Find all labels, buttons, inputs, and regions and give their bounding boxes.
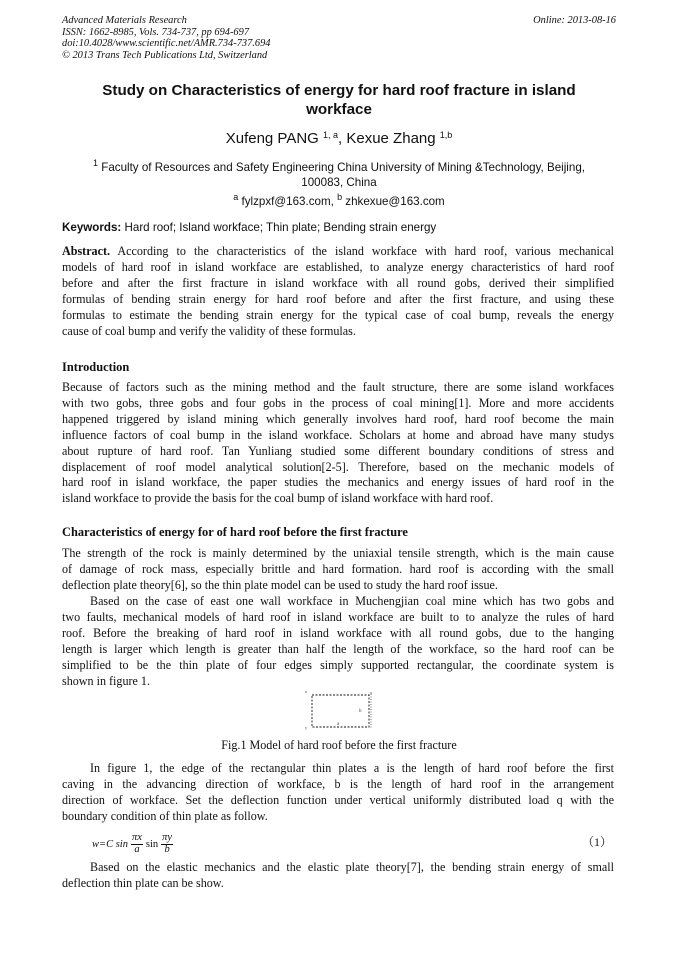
body-line: of damage of rock mass, especially brittle and hard formation. hard roof is according with the small [62,561,614,576]
body-line: The strength of the rock is mainly determined by the uniaxial tensile strength, which is the main cause [62,546,614,560]
abstract-line: formulas of bending strain energy for hard roof before and after the first fracture, and using these [62,291,614,306]
equation-1 [92,833,174,855]
equation-lhs: w=C sin [92,838,128,850]
fraction-numerator: πx [131,832,142,843]
abstract-line: models of hard roof in island workface are established, to analyze energy characteristics of hard roof [62,259,614,274]
author-list [62,130,616,147]
figure-origin-label: o [305,689,308,694]
email-b: zhkexue@163.com [342,195,445,208]
intro-line: hard roof in island workface, the paper studies the mechanics and energy issues of hard roof in the [62,475,614,490]
introduction-paragraph [62,380,614,507]
intro-line: Because of factors such as the mining method and the fault structure, there are some island workfaces [62,380,614,394]
issn-line: ISSN: 1662-8985, Vols. 734-737, pp 694-697 [62,26,250,38]
body-line: Based on the elastic mechanics and the elastic plate theory[7], the bending strain energy of small [90,860,614,874]
body-line: shown in figure 1. [62,673,151,688]
figure-1-caption: Fig.1 Model of hard roof before the first fracture [221,738,457,752]
journal-name: Advanced Materials Research [62,15,187,26]
body-line: Based on the case of east one wall workface in Muchengjian coal mine which has two gobs and [90,594,614,608]
keywords-label: Keywords: [62,221,122,234]
abstract [62,244,614,339]
author-1: Xufeng PANG [225,130,323,147]
author-2-affil: 1,b [439,130,453,140]
copyright-line: © 2013 Trans Tech Publications Ltd, Switzerland [62,49,268,61]
fraction-numerator: πy [162,832,173,843]
abstract-label: Abstract. [62,244,111,258]
abstract-line: before and after the first fracture in island workface with all round gobs, derived their simplified [62,275,614,290]
figure-a-label: a [337,722,340,727]
affiliation [62,156,616,190]
author-2: Kexue Zhang [346,130,440,147]
affiliation-line-1: Faculty of Resources and Safety Engineering China University of Mining &Technology, Beijing, [98,161,585,174]
body-line: direction of workface. Set the deflection function under vertical uniformly distributed load q with the [62,792,614,807]
online-date: Online: 2013-08-16 [533,15,616,26]
fraction-denominator: a [134,843,140,855]
intro-line: happened triggered by island mining which generally involves hard roof, hard roof become the main [62,411,614,426]
intro-line: with two gobs, three gobs and four gobs in the process of coal mining[1]. More and more accidents [62,395,614,410]
body-line: two faults, mechanical models of hard roof in island workface are built to to analyze the rules of hard [62,609,614,624]
figure-b-label: b [359,709,362,714]
abstract-line: cause of coal bump and verify the validity of these formulas. [62,323,356,338]
fraction-denominator: b [164,843,170,855]
abstract-line: According to the characteristics of the island workface with hard roof, various mechanical [110,244,614,258]
equation-number: （1） [581,835,612,849]
intro-line: displacement of roof model analytical solution[2-5]. Therefore, based on the mechanic models of [62,459,614,474]
affiliation-sup: 1 [93,158,99,168]
intro-line: island workface to provide the basis for the coal bump of island workface with hard roof. [62,491,494,506]
email-b-sup: b [337,192,343,202]
keywords-text: Hard roof; Island workface; Thin plate; Bending strain energy [121,221,437,234]
body-line: caving in the advancing direction of workface, b is the length of hard roof in the arrangement [62,776,614,791]
section-heading: Characteristics of energy for of hard roof before the first fracture [62,525,408,539]
equation-sin: sin [145,838,159,850]
doi-line: doi:10.4028/www.scientific.net/AMR.734-737.694 [62,38,271,50]
keywords [62,221,616,234]
fraction-piy-over-b [161,833,173,855]
body-line: simplified to be the thin plate of four edges simply supported rectangular, the coordinate system is [62,657,614,672]
body-line: deflection plate theory[6], so the thin plate model can be used to study the hard roof issue. [62,577,498,592]
paper-title [62,82,616,119]
intro-line: about rupture of hard roof. Tan Yunliang studied some different boundary conditions of stress and [62,443,614,458]
body-line: length is larger which length is greater than half the length of the workface, so the hard roof can be [62,641,614,656]
section-paragraph-2 [62,594,614,689]
figure-1-plate-model [304,689,376,731]
email-a-sup: a [233,192,239,202]
body-line: roof. Before the breaking of hard roof in island workface with all round gobs, due to the hanging [62,625,614,640]
figure-y-label: y [305,725,308,730]
body-line: deflection thin plate can be show. [62,875,224,890]
author-separator: , [338,130,347,147]
email-line [62,192,616,208]
email-a: fylzpxf@163.com, [238,195,338,208]
intro-line: influence factors of coal bump in the island workface. Scholars at home and abroad have many studys [62,427,614,442]
title-line-1: Study on Characteristics of energy for hard roof fracture in island [102,82,576,99]
body-line: boundary condition of thin plate as follow. [62,808,268,823]
author-1-affil: 1, a [323,130,339,140]
section-paragraph-4 [62,860,614,892]
abstract-line: formulas to estimate the bending strain energy for the typical case of coal bump, reveals the energy [62,307,614,322]
introduction-heading: Introduction [62,360,130,374]
figure-x-label: x [370,690,373,695]
affiliation-line-2: 100083, China [301,176,377,189]
section-paragraph-1 [62,546,614,594]
fraction-pix-over-a [131,833,143,855]
body-line: In figure 1, the edge of the rectangular thin plates a is the length of hard roof before the first [90,761,614,775]
journal-header [62,15,270,61]
section-paragraph-3 [62,761,614,825]
title-line-2: workface [306,100,372,118]
